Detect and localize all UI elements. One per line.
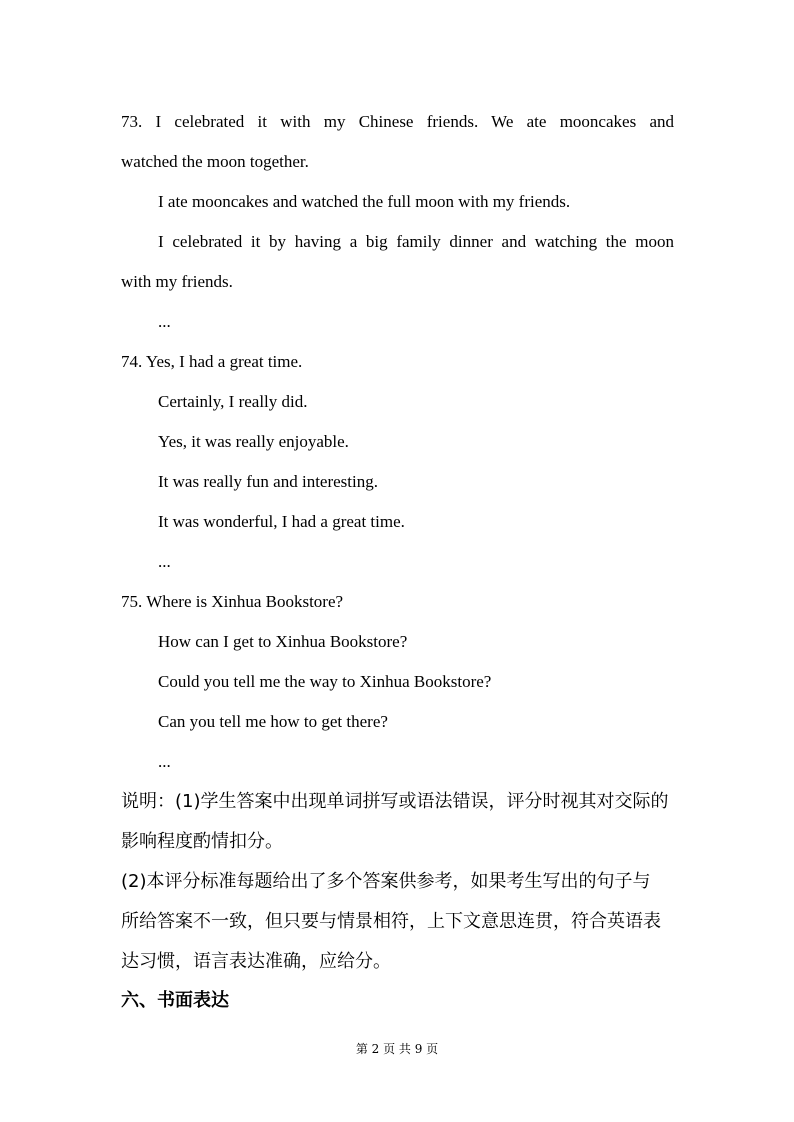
page-footer: 第 2 页 共 9 页 xyxy=(355,1042,439,1056)
q73-ellipsis: ... xyxy=(158,312,171,331)
q74-alt-answer-3: It was really fun and interesting. xyxy=(158,472,378,491)
q75-alt-answer-3: Can you tell me how to get there? xyxy=(158,712,388,731)
section-heading: 六、书面表达 xyxy=(121,990,229,1011)
q73-answer-line1: 73. I celebrated it with my Chinese friends. We ate mooncakes and xyxy=(121,112,674,131)
q74-ellipsis: ... xyxy=(158,552,171,571)
q74-alt-answer-1: Certainly, I really did. xyxy=(158,392,308,411)
note-2-line2: 所给答案不一致，但只要与情景相符，上下文意思连贯，符合英语表 xyxy=(121,911,661,932)
note-2-line1: (2)本评分标准每题给出了多个答案供参考，如果考生写出的句子与 xyxy=(121,871,651,892)
q74-alt-answer-2: Yes, it was really enjoyable. xyxy=(158,432,349,451)
note-1-line2: 影响程度酌情扣分。 xyxy=(121,831,283,852)
note-1-line1: 说明：(1)学生答案中出现单词拼写或语法错误，评分时视其对交际的 xyxy=(121,791,669,812)
q73-alt-answer-2-line1: I celebrated it by having a big family dinner and watching the moon xyxy=(158,232,674,251)
q75-alt-answer-1: How can I get to Xinhua Bookstore? xyxy=(158,632,408,651)
q75-answer-line1: 75. Where is Xinhua Bookstore? xyxy=(121,592,344,611)
q74-alt-answer-4: It was wonderful, I had a great time. xyxy=(158,512,405,531)
q73-alt-answer-2-line2: with my friends. xyxy=(121,272,233,291)
q73-alt-answer-1: I ate mooncakes and watched the full moon with my friends. xyxy=(158,192,571,211)
q73-answer-line2: watched the moon together. xyxy=(121,152,309,171)
note-2-line3: 达习惯，语言表达准确，应给分。 xyxy=(121,951,391,972)
q75-ellipsis: ... xyxy=(158,752,171,771)
q74-answer-line1: 74. Yes, I had a great time. xyxy=(121,352,303,371)
q75-alt-answer-2: Could you tell me the way to Xinhua Bookstore? xyxy=(158,672,492,691)
